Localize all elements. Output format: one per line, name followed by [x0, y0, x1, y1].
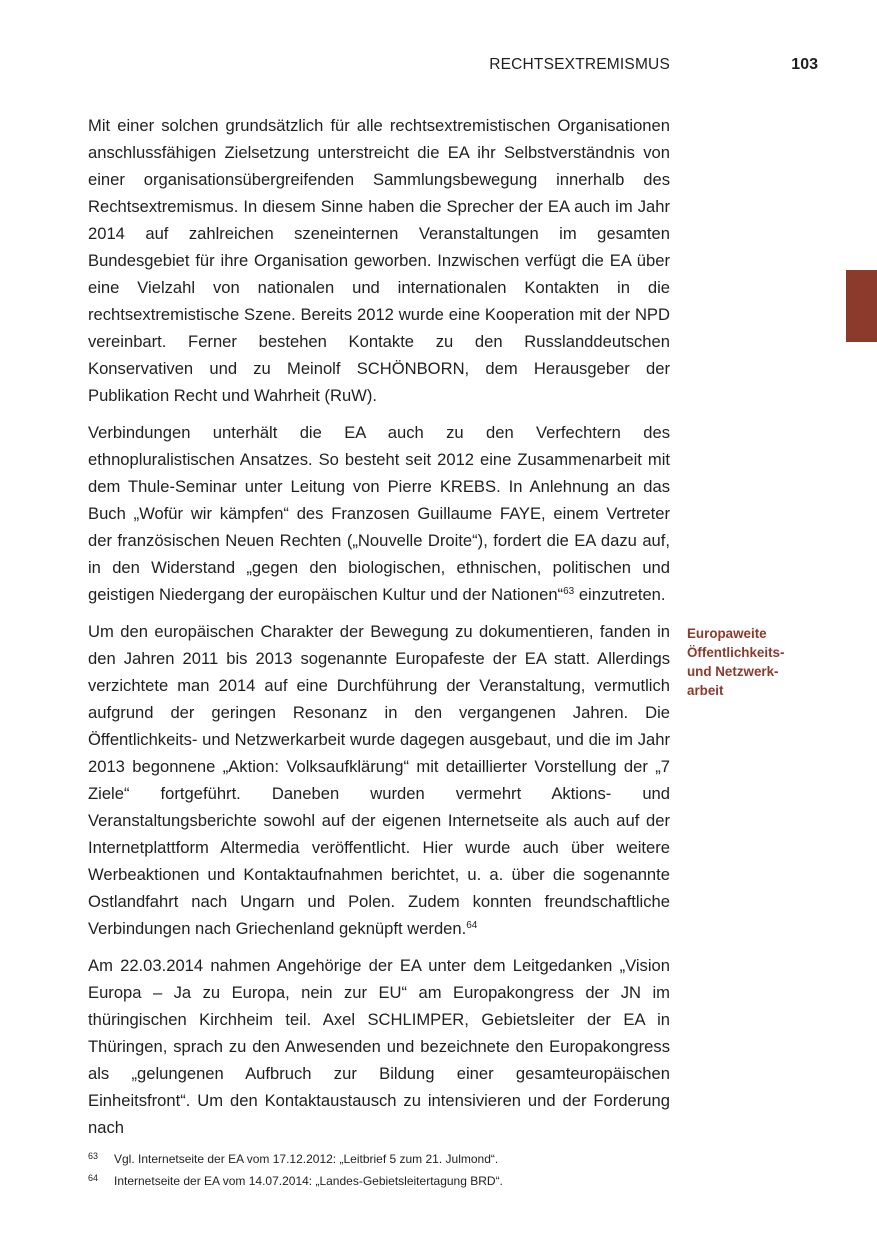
footnote-number: 64 [88, 1173, 99, 1183]
footnote-text: Vgl. Internetseite der EA vom 17.12.2012: „Leitbrief 5 zum 21. Julmond“. [114, 1152, 499, 1166]
running-title: RECHTSEXTREMISMUS [489, 56, 670, 73]
main-text [88, 112, 670, 1151]
footnote-ref: 63 [563, 586, 575, 597]
paragraph: Mit einer solchen grundsätzlich für alle rechtsextremistischen Organisationen anschlussfähigen Zielsetzung unterstreicht die EA ihr Selbstverständnis von einer organisationsübergreifenden Sammlungsbewegung innerhalb des Rechtsextremismus. In diesem Sinne haben die Sprecher der EA auch im Jahr 2014 auf zahlreichen szeneinternen Veranstaltungen im gesamten Bundesgebiet für ihre Organisation geworben. Inzwischen verfügt die EA über eine Vielzahl von nationalen und internationalen Kontakten in die rechtsextremistische Szene. Bereits 2012 wurde eine Kooperation mit der NPD vereinbart. Ferner bestehen Kontakte zu den Russlanddeutschen Konservativen und zu Meinolf SCHÖNBORN, dem Herausgeber der Publikation Recht und Wahrheit (RuW). [88, 116, 670, 405]
footnotes [88, 1148, 688, 1192]
page-number: 103 [791, 56, 818, 73]
footnote-ref: 64 [466, 920, 478, 931]
paragraph-text: Um den europäischen Charakter der Bewegung zu dokumentieren, fanden in den Jahren 2011 bis 2013 sogenannte Europafeste der EA statt. Allerdings verzichtete man 2014 auf eine Durchführung der Veranstaltung, vermutlich aufgrund der geringen Resonanz in den vergangenen Jahren. Die Öffentlichkeits- und Netzwerkarbeit wurde dagegen ausgebaut, und die im Jahr 2013 begonnene „Aktion: Volksaufklärung“ mit detaillierter Vorstellung der „7 Ziele“ fortgeführt. Daneben wurden vermehrt Aktions- und Veranstaltungsberichte sowohl auf der eigenen Internetseite als auch auf der Internetplattform Altermedia veröffentlicht. Hier wurde auch über weitere Werbeaktionen und Kontaktaufnahmen berichtet, u. a. über die sogenannte Ostlandfahrt nach Ungarn und Polen. Zudem konnten freundschaftliche Verbindungen nach Griechenland geknüpft werden. [88, 622, 670, 938]
chapter-thumb-tab [846, 270, 877, 342]
footnote [88, 1170, 688, 1192]
paragraph-text: Verbindungen unterhält die EA auch zu den Verfechtern des ethnopluralistischen Ansatzes. So besteht seit 2012 eine Zusammenarbeit mit dem Thule-Seminar unter Leitung von Pierre KREBS. In Anlehnung an das Buch „Wofür wir kämpfen“ des Franzosen Guillaume FAYE, einem Vertreter der französischen Neuen Rechten („Nouvelle Droite“), fordert die EA dazu auf, in den Widerstand „gegen den biologischen, ethnischen, politischen und geistigen Niedergang der europäischen Kultur und der Nationen“ [88, 423, 670, 604]
paragraph [88, 419, 670, 608]
paragraph-tail: einzutreten. [574, 585, 666, 604]
margin-note: Europaweite Öffentlichkeits- und Netzwerk- arbeit [687, 626, 785, 698]
footnote-text: Internetseite der EA vom 14.07.2014: „Landes-Gebietsleitertagung BRD“. [114, 1174, 503, 1188]
paragraph [88, 618, 670, 942]
footnote [88, 1148, 688, 1170]
paragraph: Am 22.03.2014 nahmen Angehörige der EA unter dem Leitgedanken „Vision Europa – Ja zu Europa, nein zur EU“ am Europakongress der JN im thüringischen Kirchheim teil. Axel SCHLIMPER, Gebietsleiter der EA in Thüringen, sprach zu den Anwesenden und bezeichnete den Europakongress als „gelungenen Aufbruch zur Bildung einer gesamteuropäischen Einheitsfront“. Um den Kontaktaustausch zu intensivieren und der Forderung nach [88, 956, 670, 1137]
footnote-number: 63 [88, 1151, 99, 1161]
